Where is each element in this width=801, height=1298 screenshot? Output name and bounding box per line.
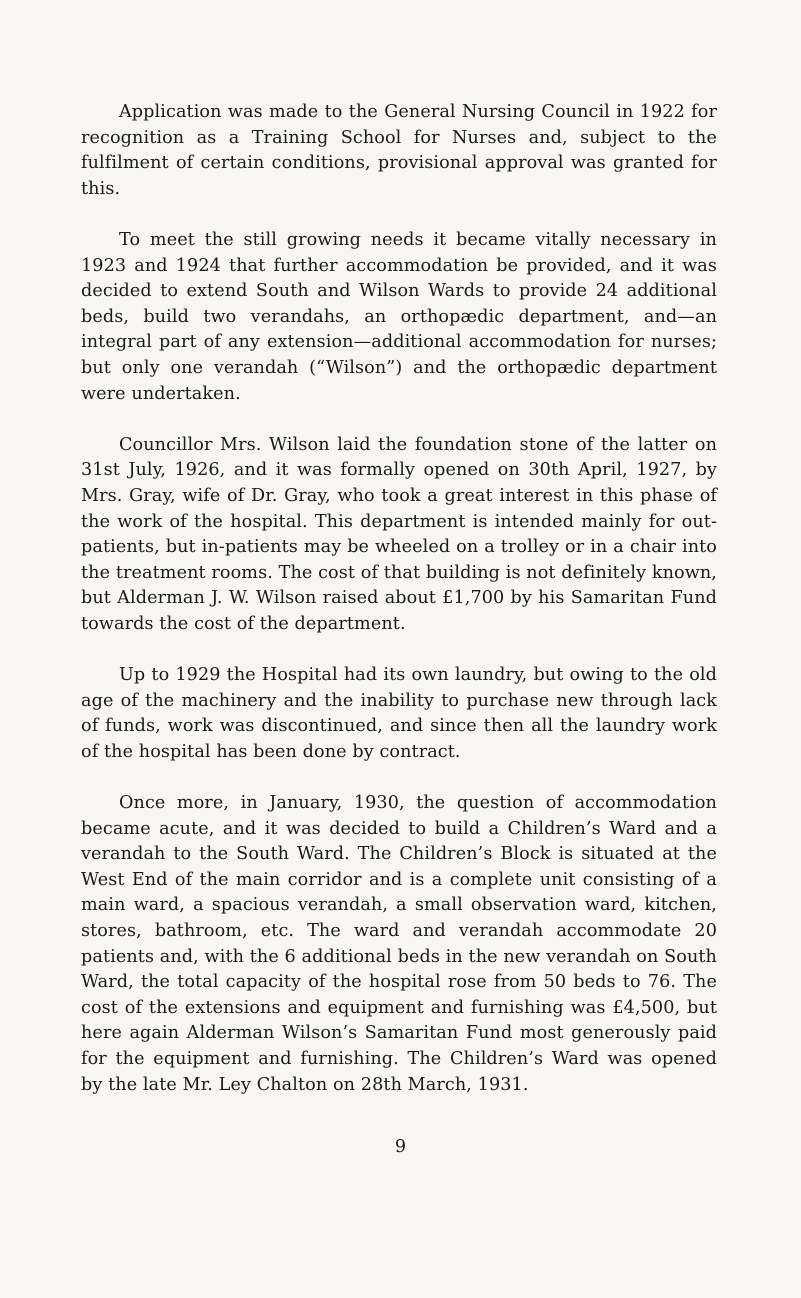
paragraph-orthopaedic-department: Councillor Mrs. Wilson laid the foundation stone of the latter on 31st July, 1926, and it was formally opened on 30th April, 1927, by Mrs. Gray, wife of Dr. Gray, who took a great interest in this phase of the work of the hospital. This department is intended mainly for out-patients, but in-patients may be wheeled on a trolley or in a chair into the treatment rooms. The cost of that building is not definitely known, but Alderman J. W. Wilson raised about £1,700 by his Samaritan Fund towards the cost of the department. xyxy=(81,434,717,634)
document-body xyxy=(81,100,717,1124)
paragraph-nursing-council: Application was made to the General Nursing Council in 1922 for recognition as a Training School for Nurses and, subject to the fulfilment of certain conditions, provisional approval was granted for this. xyxy=(81,102,717,199)
page-number: 9 xyxy=(394,1137,407,1157)
paragraph-laundry: Up to 1929 the Hospital had its own laundry, but owing to the old age of the machinery and the inability to purchase new through lack of funds, work was discontinued, and since then all the laundry work of the hospital has been done by contract. xyxy=(81,665,717,762)
paragraph-childrens-ward: Once more, in January, 1930, the question of accommodation became acute, and it was decided to build a Children’s Ward and a verandah to the South Ward. The Children’s Block is situated at the West End of the main corridor and is a complete unit consisting of a main ward, a spacious verandah, a small observation ward, kitchen, stores, bathroom, etc. The ward and verandah accommodate 20 patients and, with the 6 additional beds in the new verandah on South Ward, the total capacity of the hospital rose from 50 beds to 76. The cost of the extensions and equipment and furnishing was £4,500, but here again Alderman Wilson’s Samaritan Fund most generously paid for the equipment and furnishing. The Children’s Ward was opened by the late Mr. Ley Chalton on 28th March, 1931. xyxy=(81,793,717,1095)
paragraph-accommodation-1923: To meet the still growing needs it became vitally necessary in 1923 and 1924 that further accommodation be provided, and it was decided to extend South and Wilson Wards to provide 24 additional beds, build two verandahs, an orthopædic department, and—an integral part of any extension—additional accommodation for nurses; but only one verandah (“Wilson”) and the orthopædic department were undertaken. xyxy=(81,229,717,404)
